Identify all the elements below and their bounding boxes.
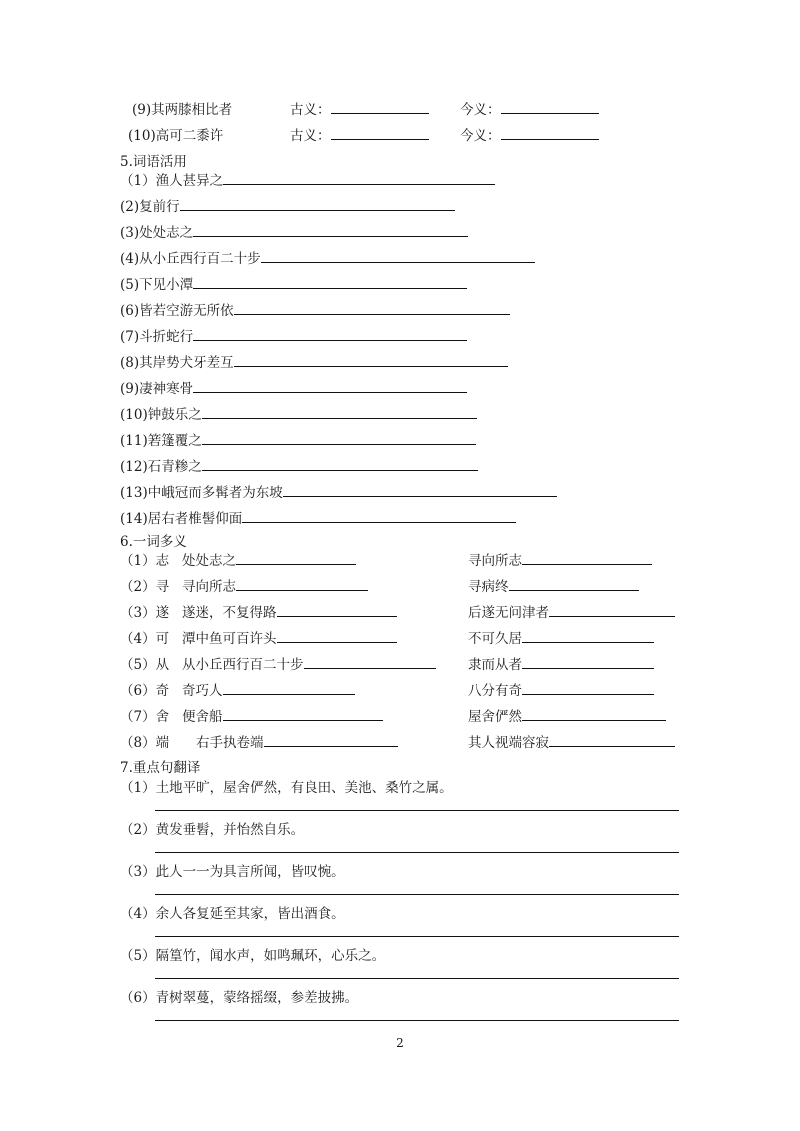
list-item (120, 430, 476, 450)
gu-label (290, 98, 429, 118)
list-item (120, 706, 383, 726)
list-item (120, 274, 467, 294)
item-a: 处处志之 (182, 553, 236, 569)
list-item (120, 654, 436, 674)
answer-line[interactable] (202, 430, 476, 445)
top-row-label: (9)其两膝相比者 (132, 102, 233, 118)
page-number: 2 (396, 1036, 404, 1050)
answer-line[interactable] (202, 404, 477, 419)
answer-line[interactable] (155, 1020, 679, 1021)
answer-line[interactable] (549, 602, 675, 617)
translation-sentence: （2）黄发垂髫，并怡然自乐。 (120, 822, 305, 838)
answer-line[interactable] (155, 978, 679, 979)
item-b: 其人视端容寂 (468, 735, 549, 751)
section-5-heading: 5.词语活用 (120, 154, 187, 170)
item-b-row (468, 602, 675, 623)
item-a: 奇巧人 (182, 683, 223, 699)
item-a: 右手执卷端 (196, 735, 264, 751)
item-number: （3）遂 (120, 605, 170, 621)
item-b-row (468, 550, 652, 571)
item-number: （8）端 (120, 735, 170, 751)
item-label: (9)凄神寒骨 (120, 381, 194, 397)
item-label: (10)钟鼓乐之 (120, 407, 202, 423)
list-item (120, 550, 356, 570)
item-b: 隶而从者 (468, 657, 522, 673)
item-a: 潭中鱼可百许头 (182, 631, 277, 647)
answer-line[interactable] (522, 550, 652, 565)
item-a: 遂迷，不复得路 (182, 605, 277, 621)
item-label: (4)从小丘西行百二十步 (120, 251, 261, 267)
answer-line[interactable] (501, 99, 599, 114)
answer-line[interactable] (331, 99, 429, 114)
item-b: 寻向所志 (468, 553, 522, 569)
answer-line[interactable] (264, 732, 398, 747)
answer-line[interactable] (501, 125, 599, 140)
translation-sentence: （1）土地平旷，屋舍俨然，有良田、美池、桑竹之属。 (120, 780, 453, 796)
answer-line[interactable] (223, 680, 355, 695)
item-label: (12)石青糁之 (120, 459, 202, 475)
item-b-row (468, 732, 675, 753)
item-label: (13)中峨冠而多髯者为东坡 (120, 485, 283, 501)
answer-line[interactable] (223, 170, 495, 185)
item-label: (3)处处志之 (120, 225, 194, 241)
list-item (120, 602, 397, 622)
answer-line[interactable] (277, 602, 397, 617)
answer-line[interactable] (155, 810, 679, 811)
answer-line[interactable] (331, 125, 429, 140)
item-a: 从小丘西行百二十步 (182, 657, 304, 673)
translation-sentence: （6）青树翠蔓，蒙络摇缀，参差披拂。 (120, 990, 359, 1006)
list-item (120, 576, 368, 596)
list-item (120, 680, 355, 700)
item-b: 寻病终 (468, 579, 509, 595)
answer-line[interactable] (234, 352, 508, 367)
list-item (120, 170, 495, 190)
item-b: 不可久居 (468, 631, 522, 647)
gu-text: 古义： (290, 128, 331, 144)
answer-line[interactable] (223, 706, 383, 721)
item-label: (6)皆若空游无所依 (120, 303, 234, 319)
top-row-label: (10)高可二黍许 (128, 128, 224, 144)
item-b-row (468, 706, 666, 727)
answer-line[interactable] (236, 550, 356, 565)
answer-line[interactable] (193, 222, 468, 237)
answer-line[interactable] (522, 654, 654, 669)
answer-line[interactable] (522, 706, 666, 721)
item-b-row (468, 576, 639, 597)
translation-sentence: （4）余人各复延至其家，皆出酒食。 (120, 906, 345, 922)
item-label: (7)斗折蛇行 (120, 329, 194, 345)
item-label: (2)复前行 (120, 199, 180, 215)
section-6-heading: 6.一词多义 (120, 534, 187, 550)
item-number: （7）舍 (120, 709, 170, 725)
translation-sentence: （3）此人一一为具言所闻，皆叹惋。 (120, 864, 345, 880)
answer-line[interactable] (155, 894, 679, 895)
item-b-row (468, 654, 654, 675)
answer-line[interactable] (549, 732, 675, 747)
list-item (120, 248, 535, 268)
jin-text: 今义： (460, 102, 501, 118)
gu-text: 古义： (290, 102, 331, 118)
top-row-9 (132, 98, 232, 118)
answer-line[interactable] (236, 576, 368, 591)
top-row-10 (128, 124, 223, 144)
answer-line[interactable] (522, 628, 654, 643)
item-b: 屋舍俨然 (468, 709, 522, 725)
item-a: 便舍船 (182, 709, 223, 725)
section-7-heading: 7.重点句翻译 (120, 760, 201, 776)
answer-line[interactable] (193, 326, 467, 341)
answer-line[interactable] (193, 378, 467, 393)
item-b-row (468, 680, 654, 701)
answer-line[interactable] (283, 482, 557, 497)
item-number: （2）寻 (120, 579, 170, 595)
list-item (120, 732, 398, 752)
answer-line[interactable] (242, 508, 516, 523)
list-item (120, 196, 455, 216)
item-a: 寻向所志 (182, 579, 236, 595)
item-b: 八分有奇 (468, 683, 522, 699)
answer-line[interactable] (261, 248, 535, 263)
item-label: (5)下见小潭 (120, 277, 194, 293)
answer-line[interactable] (277, 628, 397, 643)
item-b-row (468, 628, 654, 649)
list-item (120, 456, 478, 476)
jin-label (460, 124, 599, 144)
item-number: （5）从 (120, 657, 170, 673)
list-item (120, 482, 557, 502)
answer-line[interactable] (304, 654, 436, 669)
gu-label (290, 124, 429, 144)
list-item (120, 508, 516, 528)
item-label: (14)居右者椎髻仰面 (120, 511, 243, 527)
list-item (120, 404, 477, 424)
item-number: （4）可 (120, 631, 170, 647)
list-item (120, 300, 510, 320)
answer-line[interactable] (155, 852, 679, 853)
jin-label (460, 98, 599, 118)
list-item (120, 222, 468, 242)
answer-line[interactable] (202, 456, 478, 471)
item-label: (8)其岸势犬牙差互 (120, 355, 234, 371)
item-b: 后遂无问津者 (468, 605, 549, 621)
answer-line[interactable] (234, 300, 510, 315)
answer-line[interactable] (180, 196, 455, 211)
answer-line[interactable] (155, 936, 679, 937)
answer-line[interactable] (193, 274, 467, 289)
jin-text: 今义： (460, 128, 501, 144)
item-label: (11)箬篷覆之 (120, 433, 202, 449)
list-item (120, 326, 467, 346)
answer-line[interactable] (522, 680, 654, 695)
item-label: （1）渔人甚异之 (120, 173, 224, 189)
answer-line[interactable] (509, 576, 639, 591)
list-item (120, 352, 508, 372)
item-number: （1）志 (120, 553, 170, 569)
item-number: （6）奇 (120, 683, 170, 699)
list-item (120, 628, 397, 648)
translation-sentence: （5）隔篁竹，闻水声，如鸣珮环，心乐之。 (120, 948, 386, 964)
list-item (120, 378, 467, 398)
